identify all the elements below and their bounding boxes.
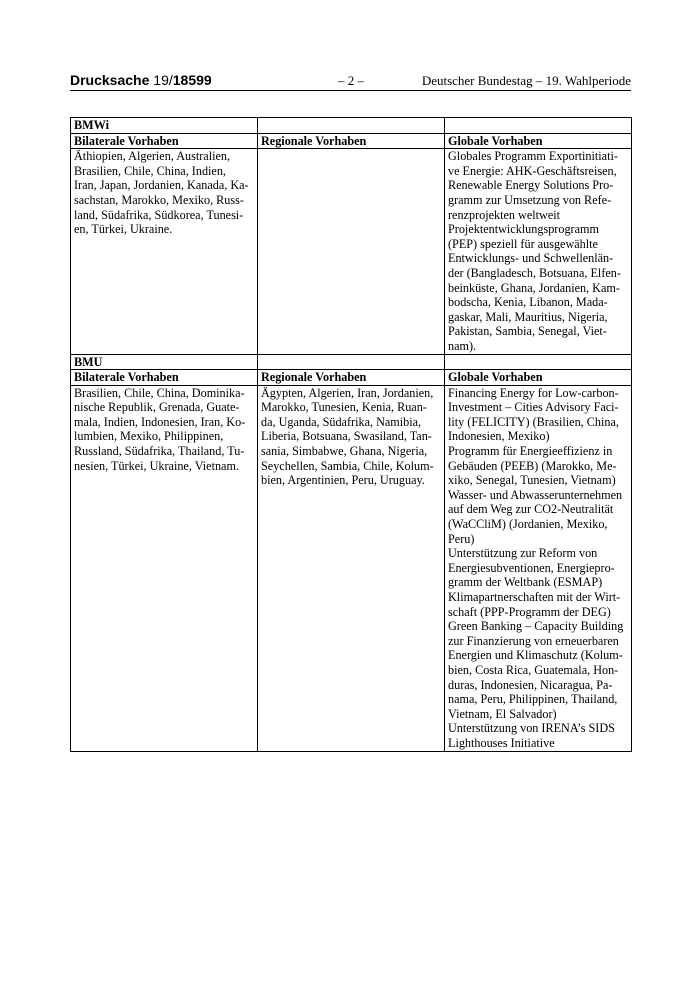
empty-cell <box>258 118 445 134</box>
column-header-global: Globale Vorhaben <box>445 133 632 149</box>
cell-line: Globales Programm Exportinitiati- <box>448 149 618 164</box>
cell-line: Iran, Japan, Jordanien, Kanada, Ka- <box>74 178 249 193</box>
cell-line: lumbien, Mexiko, Philippinen, <box>74 429 224 444</box>
cell-line: Liberia, Botsuana, Swasiland, Tan- <box>261 429 432 444</box>
ministry-row <box>71 354 632 370</box>
cell-line: gramm der Weltbank (ESMAP) <box>448 575 603 590</box>
bilateral-cell <box>71 385 258 751</box>
empty-cell <box>445 354 632 370</box>
cell-line: der (Bangladesch, Botsuana, Elfen- <box>448 265 621 280</box>
cell-line: Russland, Südafrika, Thailand, Tu- <box>74 444 245 459</box>
page-header <box>70 70 631 91</box>
cell-line: Projektentwicklungsprogramm <box>448 222 599 237</box>
cell-line: nam). <box>448 338 477 353</box>
cell-line: Financing Energy for Low-carbon- <box>448 385 619 400</box>
cell-line: Energiesubventionen, Energiepro- <box>448 560 615 575</box>
content-row <box>71 385 632 751</box>
projects-table <box>70 117 632 752</box>
cell-line: zur Finanzierung von erneuerbaren <box>448 633 619 648</box>
cell-line: Äthiopien, Algerien, Australien, <box>74 149 231 164</box>
cell-line: da, Uganda, Südafrika, Namibia, <box>261 414 422 429</box>
cell-line: Ägypten, Algerien, Iran, Jordanien, <box>261 385 434 400</box>
column-header-row <box>71 133 632 149</box>
cell-line: Seychellen, Sambia, Chile, Kolum- <box>261 458 434 473</box>
regional-cell <box>258 385 445 751</box>
cell-line: Unterstützung von IRENA’s SIDS <box>448 721 615 736</box>
cell-line: Brasilien, Chile, China, Dominika- <box>74 385 245 400</box>
empty-cell <box>258 354 445 370</box>
global-cell <box>445 149 632 354</box>
ministry-label: BMWi <box>71 118 258 134</box>
ministry-row <box>71 118 632 134</box>
cell-line: gaskar, Mali, Mauritius, Nigeria, <box>448 309 608 324</box>
cell-line: bodscha, Kenia, Libanon, Mada- <box>448 295 608 310</box>
document-number <box>70 72 212 88</box>
cell-line: Investment – Cities Advisory Faci- <box>448 400 619 415</box>
cell-line: mala, Indien, Indonesien, Iran, Ko- <box>74 414 246 429</box>
content-row <box>71 149 632 354</box>
cell-line: Pakistan, Sambia, Senegal, Viet- <box>448 324 607 339</box>
cell-line: (PEP) speziell für ausgewählte <box>448 236 598 251</box>
cell-line: Brasilien, Chile, China, Indien, <box>74 163 226 178</box>
cell-line: duras, Indonesien, Nicaragua, Pa- <box>448 677 613 692</box>
column-header-global: Globale Vorhaben <box>445 370 632 386</box>
cell-line: Programm für Energieeffizienz in <box>448 444 613 459</box>
cell-line: sania, Simbabwe, Ghana, Nigeria, <box>261 444 428 459</box>
cell-line: nama, Peru, Philippinen, Thailand, <box>448 692 618 707</box>
empty-cell <box>445 118 632 134</box>
cell-line: sachstan, Marokko, Mexiko, Russ- <box>74 192 244 207</box>
cell-line: Entwicklungs- und Schwellenlän- <box>448 251 614 266</box>
cell-line: lity (FELICITY) (Brasilien, China, <box>448 414 619 429</box>
cell-line: Marokko, Tunesien, Kenia, Ruan- <box>261 400 427 415</box>
cell-line: auf dem Weg zur CO2-Neutralität <box>448 502 614 517</box>
cell-line: Vietnam, El Salvador) <box>448 706 557 721</box>
cell-line: nesien, Türkei, Ukraine, Vietnam. <box>74 458 239 473</box>
doc-label: Drucksache <box>70 72 150 88</box>
bilateral-cell <box>71 149 258 354</box>
cell-line: xiko, Senegal, Tunesien, Vietnam) <box>448 473 616 488</box>
cell-line: Energien und Klimaschutz (Kolum- <box>448 648 623 663</box>
doc-number-prefix: 19/ <box>153 72 173 88</box>
cell-line: Lighthouses Initiative <box>448 735 555 750</box>
column-header-bilateral: Bilaterale Vorhaben <box>71 370 258 386</box>
doc-number: 18599 <box>172 72 212 88</box>
cell-line: Klimapartnerschaften mit der Wirt- <box>448 590 621 604</box>
column-header-regional: Regionale Vorhaben <box>258 370 445 386</box>
cell-line: Gebäuden (PEEB) (Marokko, Me- <box>448 458 617 473</box>
column-header-regional: Regionale Vorhaben <box>258 133 445 149</box>
cell-line: Renewable Energy Solutions Pro- <box>448 178 614 193</box>
cell-line: land, Südafrika, Südkorea, Tunesi- <box>74 207 244 222</box>
cell-line: Unterstützung zur Reform von <box>448 546 598 561</box>
cell-line: (WaCCliM) (Jordanien, Mexiko, <box>448 517 608 532</box>
column-header-bilateral: Bilaterale Vorhaben <box>71 133 258 149</box>
cell-line: schaft (PPP-Programm der DEG) <box>448 604 611 619</box>
cell-line: nische Republik, Grenada, Guate- <box>74 400 240 415</box>
page-number: – 2 – <box>338 73 364 88</box>
regional-cell <box>258 149 445 354</box>
cell-line: beinküste, Ghana, Jordanien, Kam- <box>448 280 620 295</box>
ministry-label: BMU <box>71 354 258 370</box>
cell-line: bien, Argentinien, Peru, Uruguay. <box>261 473 425 488</box>
column-header-row <box>71 370 632 386</box>
cell-line: gramm zur Umsetzung von Refe- <box>448 192 612 207</box>
global-cell <box>445 385 632 751</box>
cell-line: Peru) <box>448 531 475 546</box>
cell-line: Wasser- und Abwasserunternehmen <box>448 487 623 502</box>
cell-line: Green Banking – Capacity Building <box>448 619 624 634</box>
cell-line: renzprojekten weltweit <box>448 207 561 222</box>
cell-line: ve Energie: AHK-Geschäftsreisen, <box>448 163 617 178</box>
cell-line: Indonesien, Mexiko) <box>448 429 550 444</box>
publisher: Deutscher Bundestag – 19. Wahlperiode <box>421 73 631 88</box>
cell-line: bien, Costa Rica, Guatemala, Hon- <box>448 662 619 677</box>
cell-line: en, Türkei, Ukraine. <box>74 222 173 237</box>
